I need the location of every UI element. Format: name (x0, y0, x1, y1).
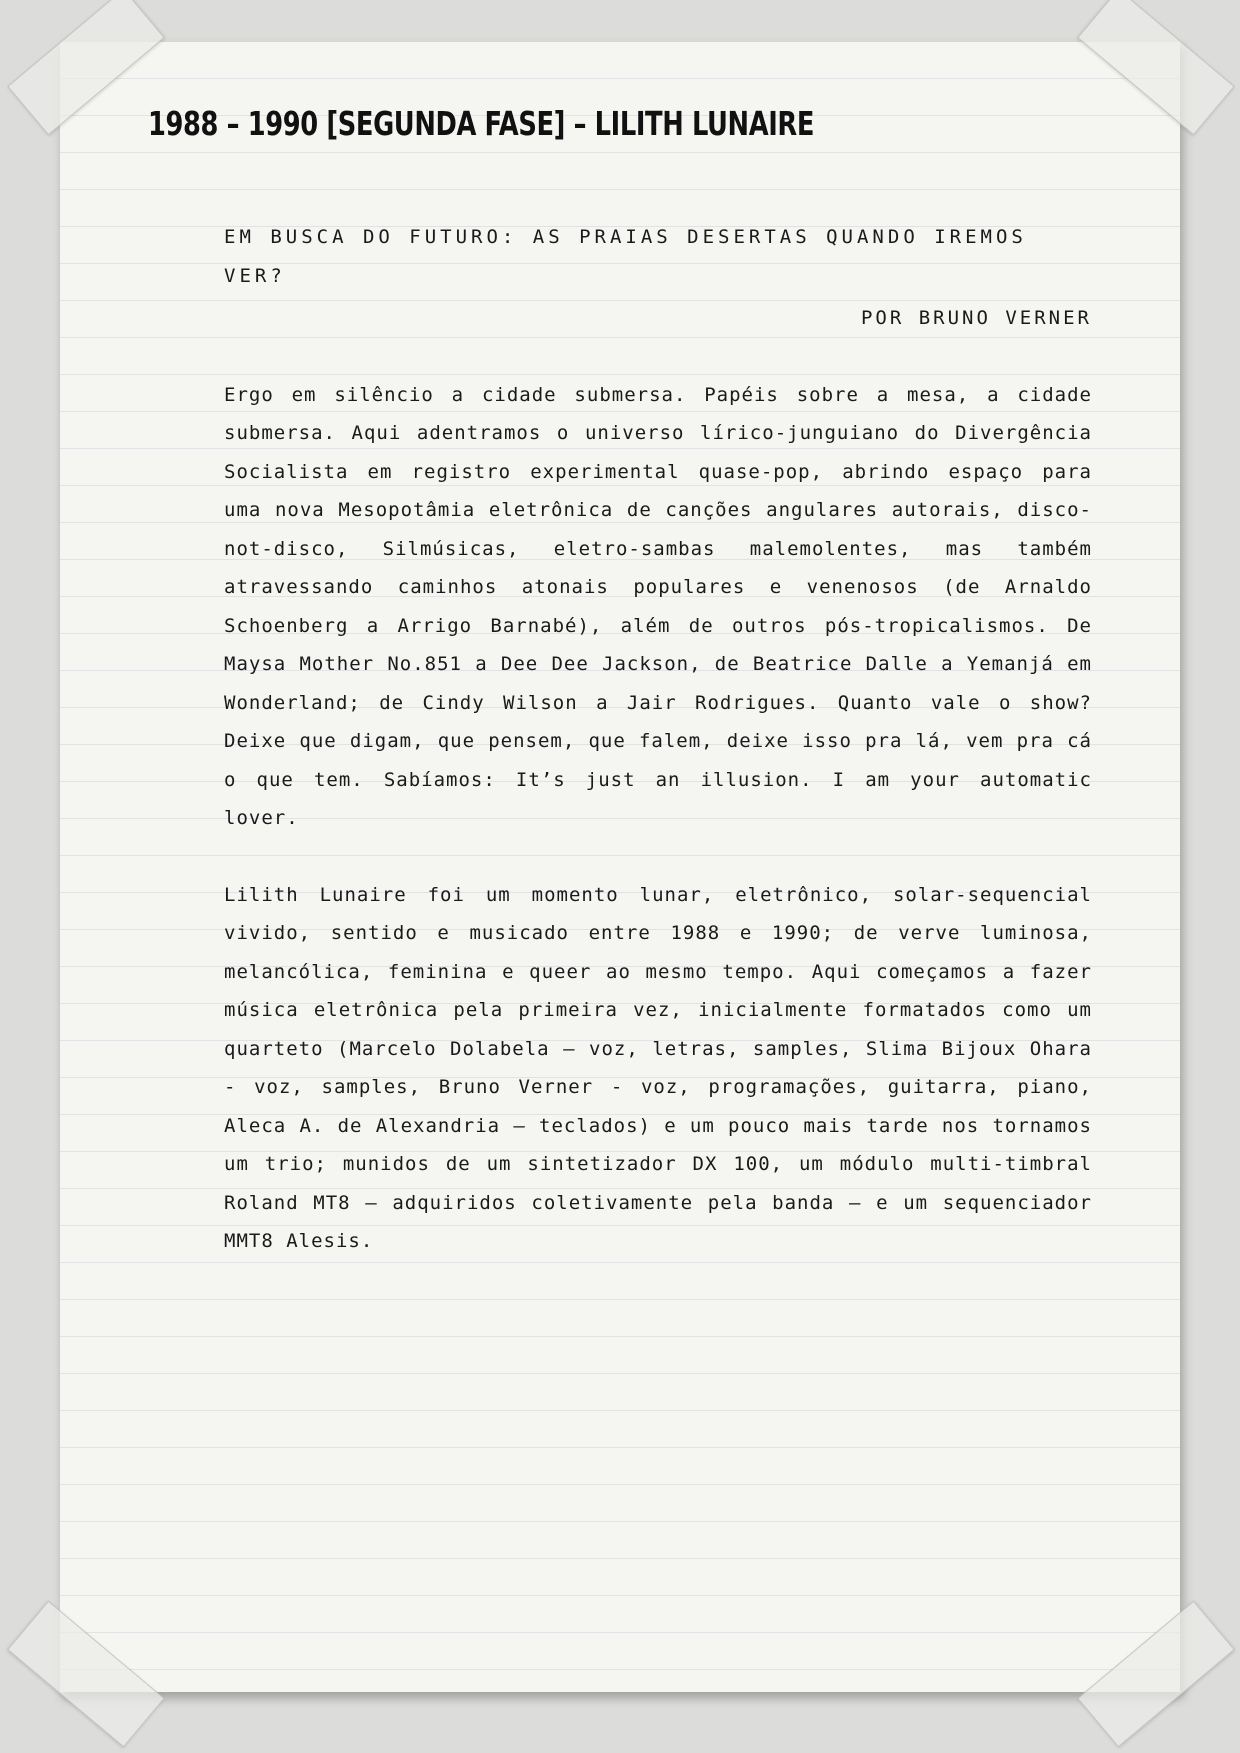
tape-top-right (1077, 0, 1235, 135)
article-title: EM BUSCA DO FUTURO: AS PRAIAS DESERTAS QUANDO IREMOS VER? (224, 226, 1027, 287)
tape-bottom-left (7, 1601, 165, 1748)
article-byline: POR BRUNO VERNER (860, 307, 1092, 329)
article-body (224, 218, 1092, 1261)
page-title: 1988 – 1990 [SEGUNDA FASE] – LILITH LUNAIRE (148, 104, 815, 143)
tape-top-left (7, 0, 165, 135)
article-paragraph-2: Lilith Lunaire foi um momento lunar, eletrônico, solar-sequencial vivido, sentido e musicado entre 1988 e 1990; de verve luminosa, melancólica, feminina e queer ao mesmo tempo. Aqui começamos a fazer música eletrônica pela primeira vez, inicialmente formatados como um quarteto (Marcelo Dolabela – voz, letras, samples, Slima Bijoux Ohara - voz, samples, Bruno Verner - voz, programações, guitarra, piano, Aleca A. de Alexandria – teclados) e um pouco mais tarde nos tornamos um trio; munidos de um sintetizador DX 100, um módulo multi-timbral Roland MT8 – adquiridos coletivamente pela banda – e um sequenciador MMT8 Alesis. (224, 883, 1092, 1252)
article-paragraph-1: Ergo em silêncio a cidade submersa. Papéis sobre a mesa, a cidade submersa. Aqui adentramos o universo lírico-junguiano do Divergência Socialista em registro experimental quase-pop, abrindo espaço para uma nova Mesopotâmia eletrônica de canções angulares autorais, disco-not-disco, Silmúsicas, eletro-sambas malemolentes, mas também atravessando caminhos atonais populares e venenosos (de Arnaldo Schoenberg a Arrigo Barnabé), além de outros pós-tropicalismos. De Maysa Mother No.851 a Dee Dee Jackson, de Beatrice Dalle a Yemanjá em Wonderland; de Cindy Wilson a Jair Rodrigues. Quanto vale o show? Deixe que digam, que pensem, que falem, deixe isso pra lá, vem pra cá o que tem. Sabíamos: It’s just an illusion. I am your automatic lover. (224, 383, 1092, 829)
tape-bottom-right (1077, 1601, 1235, 1748)
